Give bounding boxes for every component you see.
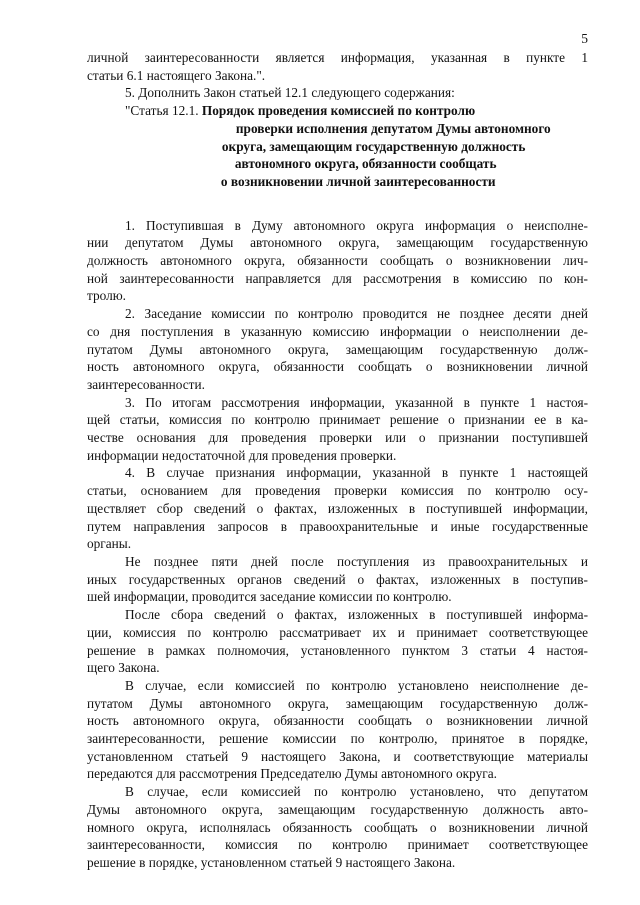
text-line: ществляет сбор сведений о фактах, изложенных в поступившей информации, <box>87 500 588 516</box>
article-title <box>202 102 551 191</box>
text-line: органы. <box>87 536 132 552</box>
text-line: ции, комиссия по контролю рассматривает их и принимает соответствующее <box>87 624 588 640</box>
text-line: щей статьи, комиссия по контролю принимает решение о признании ее в ка- <box>87 412 588 428</box>
article-title-line: округа, замещающим государственную должность <box>221 138 526 154</box>
text-line: 2. Заседание комиссии по контролю проводится не позднее десяти дней <box>125 306 588 322</box>
article-paragraph <box>87 553 588 606</box>
amendment-clause: 5. Дополнить Закон статьей 12.1 следующего содержания: <box>125 85 455 101</box>
article-paragraph <box>87 677 588 783</box>
text-line: иных государственных органов сведений о фактах, изложенных в поступив- <box>87 571 588 587</box>
text-line: путем направления запросов в правоохранительные и иные государственные <box>87 518 588 534</box>
article-paragraph <box>87 217 588 306</box>
text-line: заинтересованности, решение комиссии по контролю, принятое в порядке, <box>87 731 588 747</box>
text-line: статьи, основанием для проведения проверки комиссия по контролю осу- <box>87 483 588 499</box>
text-line: щего Закона. <box>87 660 160 676</box>
text-line: должность автономного округа, обязанности сообщать о возникновении лич- <box>87 253 588 269</box>
article-title-line: автономного округа, обязанности сообщать <box>234 156 497 172</box>
article-title-line: Порядок проведения комиссией по контролю <box>201 103 476 119</box>
text-line: заинтересованности, комиссия по контролю принимает соответствующее <box>87 837 588 853</box>
text-line: решение в порядке, установленном статьей 9 настоящего Закона. <box>87 854 456 870</box>
text-line: ность автономного округа, обязанности сообщать о возникновении личной <box>87 359 588 375</box>
spacer <box>87 191 588 217</box>
article-paragraph <box>87 394 588 465</box>
text-line: 3. По итогам рассмотрения информации, указанной в пункте 1 настоя- <box>125 394 588 410</box>
text-line: передаются для рассмотрения Председателю Думы автономного округа. <box>87 766 497 782</box>
text-line: номного округа, исполнялась обязанность сообщать о возникновении личной <box>87 819 588 835</box>
text-line: 1. Поступившая в Думу автономного округа информация о неисполне- <box>125 217 588 233</box>
article-number: "Статья 12.1. <box>125 103 202 119</box>
text-line: статьи 6.1 настоящего Закона.". <box>87 67 266 83</box>
text-line: путатом Думы автономного округа, замещающим государственную долж- <box>87 341 588 357</box>
text-line: заинтересованности. <box>87 376 205 392</box>
text-line: ной заинтересованности направляется для рассмотрения в комиссию по кон- <box>87 270 588 286</box>
text-line: шей информации, проводится заседание комиссии по контролю. <box>87 589 452 605</box>
text-line: В случае, если комиссией по контролю установлено неисполнение де- <box>125 677 588 693</box>
article-paragraph <box>87 464 588 553</box>
article-paragraph <box>87 783 588 872</box>
text-line: ность автономного округа, обязанности сообщать о возникновении личной <box>87 713 588 729</box>
text-line: 4. В случае признания информации, указанной в пункте 1 настоящей <box>125 465 588 481</box>
text-line: решение в рамках полномочия, установленного пунктом 3 статьи 4 настоя- <box>87 642 588 658</box>
article-title-line: о возникновении личной заинтересованности <box>220 173 496 189</box>
text-line: со дня поступления в указанную комиссию информации о неисполнении де- <box>87 323 588 339</box>
lead-paragraph <box>87 49 588 84</box>
document-body <box>87 49 588 872</box>
article-heading <box>125 102 588 191</box>
text-line: нии депутатом Думы автономного округа, замещающим государственную <box>87 235 588 251</box>
article-paragraphs <box>87 217 588 872</box>
text-line: путатом Думы автономного округа, замещающим государственную долж- <box>87 695 588 711</box>
article-title-line: проверки исполнения депутатом Думы автономного <box>235 120 551 136</box>
text-line: установленном статьей 9 настоящего Закона, и соответствующие материалы <box>87 748 588 764</box>
text-line: Не позднее пяти дней после поступления из правоохранительных и <box>125 553 588 569</box>
text-line: тролю. <box>87 288 126 304</box>
text-line: В случае, если комиссией по контролю установлено, что депутатом <box>125 784 588 800</box>
page-number: 5 <box>581 31 588 46</box>
text-line: честве основания для проведения проверки или о признании поступившей <box>87 430 588 446</box>
article-paragraph <box>87 305 588 394</box>
text-line: После сбора сведений о фактах, изложенных в поступившей информа- <box>125 607 588 623</box>
text-line: личной заинтересованности является информация, указанная в пункте 1 <box>87 50 588 65</box>
article-paragraph <box>87 606 588 677</box>
text-line: Думы автономного округа, замещающим государственную должность авто- <box>87 801 588 817</box>
text-line: информации недостаточной для проведения проверки. <box>87 447 397 463</box>
